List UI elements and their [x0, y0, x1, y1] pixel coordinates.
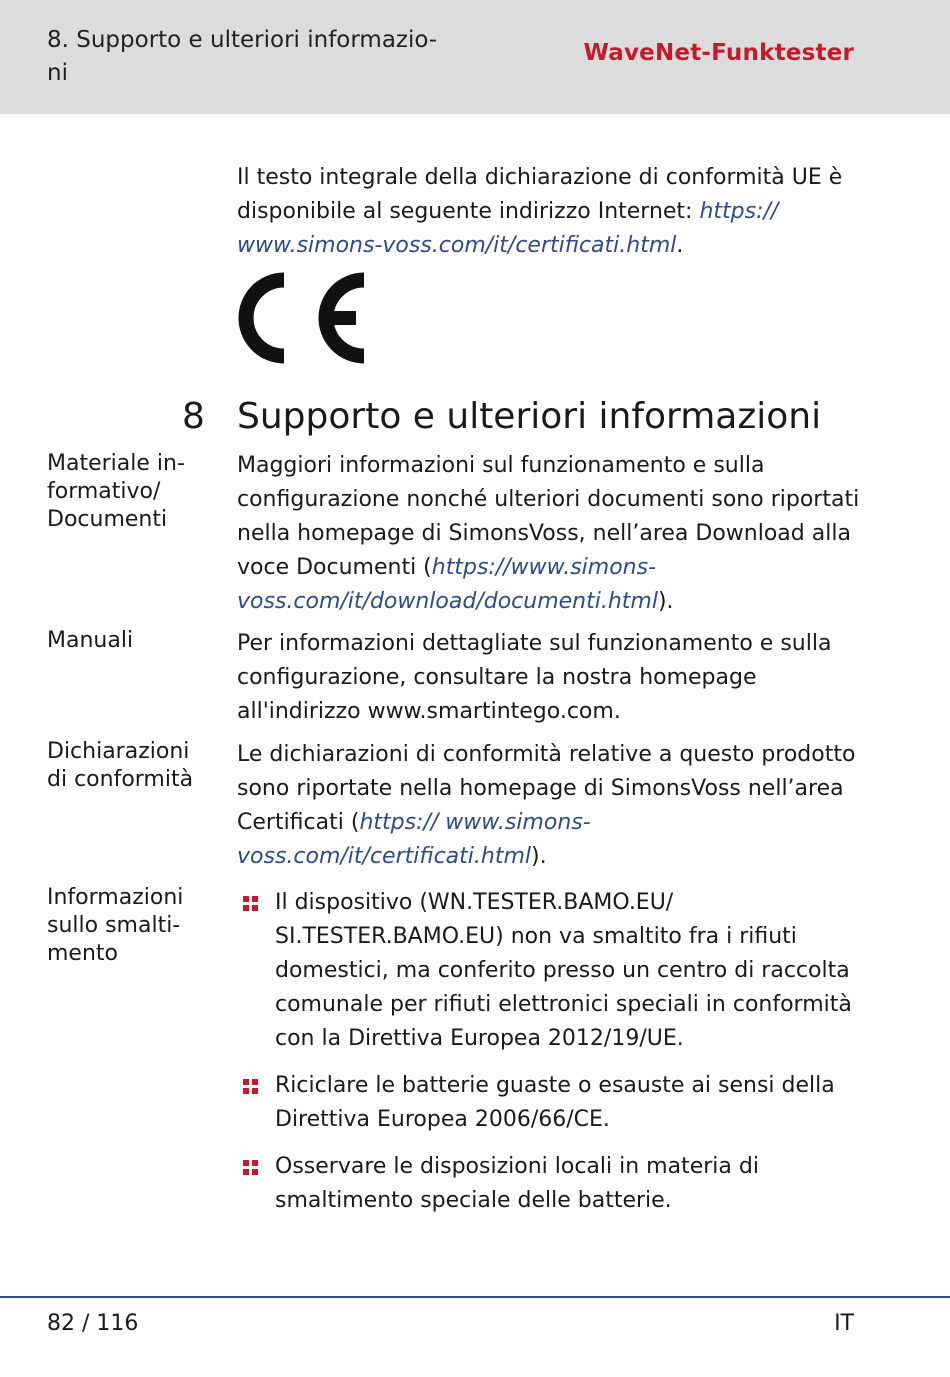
page-number: 82 / 116: [47, 1311, 139, 1336]
dichiarazioni-paragraph: [237, 738, 862, 874]
bullet-squares-icon: [243, 896, 259, 912]
list-item: [240, 886, 860, 1056]
footer-divider: [0, 1296, 950, 1298]
chapter-title: [47, 24, 447, 90]
materiale-text: Maggiori informazioni sul funzionamento e sulla configurazione nonché ulteriori documenti sono riportati nella homepage di SimonsVoss, nell’area Download alla voce Documenti (: [237, 453, 860, 580]
documenti-link[interactable]: https://www.simons-voss.com/it/download/documenti.html: [237, 555, 658, 614]
label-smaltimento-line1: Informazioni: [47, 885, 184, 910]
certificati-link[interactable]: https:// www.simons-voss.com/it/certificati.html: [237, 199, 779, 258]
intro-paragraph: [237, 161, 862, 263]
label-smaltimento-line3: mento: [47, 941, 118, 966]
label-dichiarazioni-line2: di conformità: [47, 767, 194, 792]
section-title: Supporto e ulteriori informazioni: [237, 396, 822, 437]
label-materiale-line2: formativo/: [47, 479, 161, 504]
list-item-text: Osservare le disposizioni locali in materia di smaltimento speciale delle batterie.: [275, 1154, 759, 1213]
list-item: [240, 1069, 860, 1137]
list-item: [240, 1150, 860, 1218]
certificati-link-2[interactable]: https:// www.simons-voss.com/it/certificati.html: [237, 810, 591, 869]
page-header: [0, 0, 950, 114]
label-smaltimento-line2: sullo smalti-: [47, 913, 181, 938]
product-name: WaveNet-Funktester: [583, 40, 854, 66]
label-smaltimento: [47, 884, 217, 968]
materiale-paragraph: [237, 449, 862, 619]
language-code: IT: [834, 1311, 854, 1336]
smaltimento-list: [240, 886, 860, 1231]
dichiarazioni-end: ).: [531, 844, 547, 869]
ce-mark-logo: [236, 270, 368, 370]
list-item-text: Il dispositivo (WN.TESTER.BAMO.EU/ SI.TESTER.BAMO.EU) non va smaltito fra i rifiuti domestici, ma conferito presso un centro di raccolta comunale per rifiuti elettronici speciali in conformità con la Direttiva Europea 2012/19/UE.: [275, 890, 852, 1051]
intro-end: .: [676, 233, 684, 258]
section-number: 8: [182, 396, 205, 437]
intro-text: Il testo integrale della dichiarazione di conformità UE è disponibile al seguente indirizzo Internet:: [237, 165, 843, 224]
bullet-squares-icon: [243, 1079, 259, 1095]
chapter-title-line2: ni: [47, 60, 68, 86]
label-manuali: Manuali: [47, 628, 134, 653]
bullet-squares-icon: [243, 1160, 259, 1176]
materiale-end: ).: [657, 589, 674, 614]
label-materiale-line1: Materiale in-: [47, 451, 185, 476]
manuali-paragraph: Per informazioni dettagliate sul funzionamento e sulla configurazione, consultare la nostra homepage all'indirizzo www.smartintego.com.: [237, 631, 832, 724]
chapter-title-line1: 8. Supporto e ulteriori informazio-: [47, 27, 438, 53]
label-materiale: [47, 450, 217, 534]
label-dichiarazioni-line1: Dichiarazioni: [47, 739, 190, 764]
list-item-text: Riciclare le batterie guaste o esauste ai sensi della Direttiva Europea 2006/66/CE.: [275, 1073, 835, 1132]
label-dichiarazioni: [47, 738, 217, 794]
label-materiale-line3: Documenti: [47, 507, 168, 532]
dichiarazioni-text: Le dichiarazioni di conformità relative a questo prodotto sono riportate nella homepage di SimonsVoss nell’area Certificati (: [237, 742, 856, 835]
